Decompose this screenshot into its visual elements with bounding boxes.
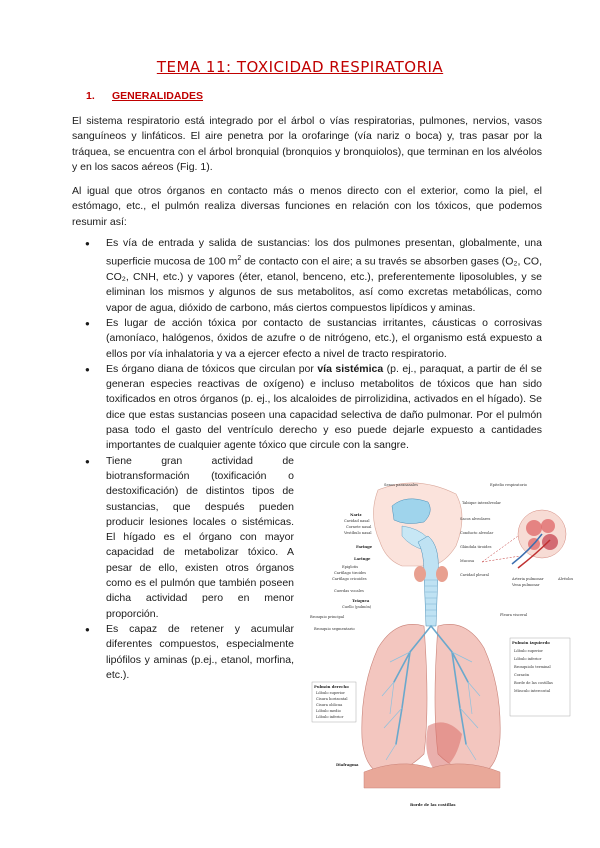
label-tabique: Tabique interalveolar: [462, 501, 501, 505]
list-item: ● Es órgano diana de tóxicos que circulan por vía sistémica (p. ej., paraquat, a partir de él se generan especies reactivas de oxígeno) e incluso metabolitos de tóxicos que han sido toxificados en otros órganos (p. ej., los alcaloides de pirrolizidina, activados en el hígado). Se dice que estas sustancias poseen una capacidad selectiva de daño pulmonar. Por el pulmón pasa todo el gasto del ventrículo derecho y eso puede dejarle expuesto a cantidades importantes de cualquier agente tóxico que circule con la sangre.: [72, 362, 542, 454]
label-borde-costillas-r: Borde de las costillas: [514, 681, 553, 685]
label-cartilago-tiroides: Cartílago tiroides: [334, 571, 366, 575]
section-heading: [86, 90, 203, 102]
label-mucosa: Mucosa: [460, 559, 475, 563]
label-bronquio-segmentario: Bronquio segmentario: [314, 627, 355, 631]
list-item: ● Es vía de entrada y salida de sustancias: los dos pulmones presentan, globalmente, una superficie mucosa de 100 $m^2$ de contacto con el aire; a su través se absorben gases (O₂, CO, CO₂, CNH, etc.) y vapores (éter, etanol, benceno, etc.), preferentemente liposolubles, y se eliminan los mismos y algunos de sus metabolitos, así como excretas metabólicas, como vapor de agua, dióxido de carbono, más ciertos compuestos lipídicos y aminas.: [72, 236, 542, 316]
list-item: ● Tiene gran actividad de biotransformación (toxificación o destoxificación) de distintos tipos de sustancias, que después pueden producir lesiones locales o sistémicas. El hígado es el órgano con mayor capacidad de metabolizar tóxico. A pesar de ello, existen otros órganos como es el pulmón que también poseen dicha actividad pero en menor proporción.: [72, 454, 294, 622]
respiratory-diagram: [306, 476, 594, 822]
section-number: 1.: [86, 90, 95, 102]
label-cartilago-cricoides: Cartílago cricoides: [332, 577, 367, 581]
label-borde-costillas: Borde de las costillas: [410, 802, 456, 807]
label-diafragma: Diafragma: [336, 762, 359, 767]
label-traquea: Tráquea: [352, 598, 370, 603]
label-lobulo-superior-d: Lóbulo superior: [316, 691, 345, 695]
label-sacos: Sacos alveolares: [460, 517, 491, 521]
list-item: ● Es lugar de acción tóxica por contacto de sustancias irritantes, cáusticas o corrosivas (amoníaco, halógenos, óxidos de azufre o de nitrógeno, etc.), el organismo está expuesto a ellos por vía inhalatoria y va a ejercer efecto a nivel de tracto respiratorio.: [72, 316, 542, 362]
page-title: TEMA 11: TOXICIDAD RESPIRATORIA: [156, 58, 444, 76]
label-epiglotis: Epiglotis: [342, 565, 359, 569]
label-cuerdas-vocales: Cuerdas vocales: [334, 589, 364, 593]
label-conducto: Conducto alveolar: [460, 531, 494, 535]
label-epitelio: Epitelio respiratorio: [490, 483, 527, 487]
respiratory-system-figure: [306, 476, 594, 822]
label-corazon: Corazón: [514, 673, 530, 677]
label-lobulo-inferior-i: Lóbulo inferior: [514, 657, 542, 661]
label-bronquiolo: Bronquiolo terminal: [514, 665, 551, 669]
label-cuello: Cuello (pulmón): [342, 605, 372, 609]
label-senos: Senos paranasales: [384, 483, 418, 487]
label-cisura-horizontal: Cisura horizontal: [316, 697, 348, 701]
label-nariz: Nariz: [350, 512, 362, 517]
label-cavidad-pleural: Cavidad pleural: [460, 573, 489, 577]
label-glandula: Glándula tiroides: [460, 545, 492, 549]
paragraph-intro: El sistema respiratorio está integrado por el árbol o vías respiratorias, pulmones, nervios, vasos sanguíneos y linfáticos. El aire penetra por la orofaringe (vía nariz o boca) y, tras pasar por la tráquea, se encuentra con el árbol bronquial (bronquios y bronquiolos), que terminan en los alvéolos y en los sacos aéreos (Fig. 1).: [72, 115, 542, 173]
label-vestibulo: Vestíbulo nasal: [344, 531, 372, 535]
label-vena: Vena pulmonar: [512, 583, 540, 587]
label-lobulo-medio: Lóbulo medio: [316, 709, 341, 713]
label-pulmon-derecho: Pulmón derecho: [314, 684, 349, 689]
label-laringe: Laringe: [354, 556, 371, 561]
label-cavidad-nasal: Cavidad nasal: [344, 519, 370, 523]
label-pulmon-izquierdo: Pulmón izquierdo: [512, 640, 550, 645]
label-alveolos: Alvéolos: [558, 577, 574, 581]
label-bronquio-principal: Bronquio principal: [310, 615, 345, 619]
label-lobulo-inferior-d: Lóbulo inferior: [316, 715, 344, 719]
paragraph-functions: Al igual que otros órganos en contacto más o menos directo con el exterior, como la piel, el estómago, etc., el pulmón realiza diversas funciones en relación con los tóxicos, que podemos resumir así:: [72, 185, 542, 228]
label-musculo: Músculo intercostal: [514, 689, 551, 693]
label-cornete: Cornete nasal: [346, 525, 372, 529]
label-pleura: Pleura visceral: [500, 613, 528, 617]
list-item: ● Es capaz de retener y acumular diferentes compuestos, especialmente lipófilos y aminas (p.ej., etanol, morfina, etc.).: [72, 622, 294, 683]
label-arteria: Arteria pulmonar: [512, 577, 544, 581]
label-cisura-oblicua: Cisura oblicua: [316, 703, 343, 707]
section-label: GENERALIDADES: [112, 90, 204, 102]
label-faringe: Faringe: [356, 544, 373, 549]
label-lobulo-superior-i: Lóbulo superior: [514, 649, 543, 653]
